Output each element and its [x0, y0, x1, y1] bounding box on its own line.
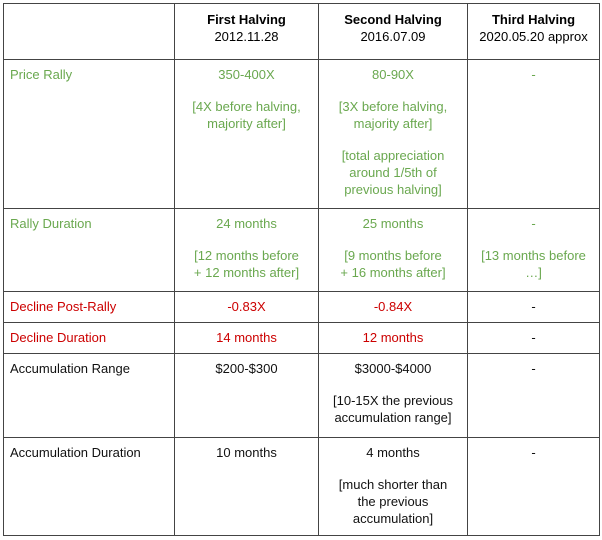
cell-value: 10 months [216, 445, 277, 460]
header-first-halving [175, 4, 319, 60]
cell-value: 12 months [362, 330, 424, 345]
cell-third-halving [468, 209, 600, 292]
cell-note: [much shorter than the previous accumulation] [338, 477, 448, 526]
cell-note: [total appreciation around 1/5th of previous halving] [341, 148, 445, 197]
cell-value: - [531, 67, 536, 82]
row-accumulation-duration [4, 438, 600, 536]
cell-value: -0.83X [227, 299, 266, 314]
cell-value: $200-$300 [215, 361, 278, 376]
cell-note: [12 months before + 12 months after] [193, 248, 300, 280]
row-label: Decline Duration [4, 323, 175, 354]
header-empty-cell [4, 4, 175, 60]
cell-value: 25 months [362, 216, 424, 231]
cell-first-halving [175, 292, 319, 323]
cell-note: [4X before halving, majority after] [192, 99, 301, 131]
header-title: First Halving [207, 12, 286, 27]
cell-first-halving [175, 354, 319, 438]
row-decline-post-rally [4, 292, 600, 323]
cell-value: -0.84X [373, 299, 413, 314]
header-date: 2016.07.09 [360, 29, 426, 44]
row-label: Accumulation Duration [4, 438, 175, 536]
header-date: 2012.11.28 [214, 29, 279, 44]
cell-value: - [531, 361, 536, 376]
header-date: 2020.05.20 approx [479, 29, 588, 44]
row-accumulation-range [4, 354, 600, 438]
cell-value: $3000-$4000 [354, 361, 432, 376]
row-rally-duration [4, 209, 600, 292]
cell-third-halving [468, 438, 600, 536]
cell-third-halving [468, 60, 600, 209]
cell-value: 350-400X [218, 67, 275, 82]
row-decline-duration [4, 323, 600, 354]
header-title: Third Halving [491, 12, 576, 27]
cell-first-halving [175, 323, 319, 354]
cell-second-halving [319, 354, 468, 438]
cell-first-halving [175, 209, 319, 292]
cell-third-halving [468, 323, 600, 354]
cell-second-halving [319, 60, 468, 209]
cell-first-halving [175, 438, 319, 536]
cell-note: [13 months before …] [481, 248, 586, 280]
header-third-halving [468, 4, 600, 60]
cell-first-halving [175, 60, 319, 209]
cell-value: - [531, 445, 536, 460]
cell-second-halving [319, 292, 468, 323]
cell-second-halving [319, 438, 468, 536]
cell-value: - [531, 216, 536, 231]
row-label: Price Rally [4, 60, 175, 209]
cell-note: [10-15X the previous accumulation range] [333, 393, 453, 425]
cell-third-halving [468, 354, 600, 438]
cell-value: 80-90X [372, 67, 414, 82]
cell-value: 14 months [216, 330, 277, 345]
header-title: Second Halving [344, 12, 442, 27]
row-label: Accumulation Range [4, 354, 175, 438]
cell-second-halving [319, 323, 468, 354]
halving-comparison-table [3, 3, 600, 536]
cell-value: 24 months [216, 216, 277, 231]
cell-note: [9 months before + 16 months after] [340, 248, 446, 280]
row-price-rally [4, 60, 600, 209]
cell-second-halving [319, 209, 468, 292]
header-row [4, 4, 600, 60]
cell-value: - [531, 330, 536, 345]
row-label: Rally Duration [4, 209, 175, 292]
row-label: Decline Post-Rally [4, 292, 175, 323]
cell-note: [3X before halving, majority after] [338, 99, 448, 131]
cell-value: - [531, 299, 536, 314]
cell-value: 4 months [366, 445, 420, 460]
cell-third-halving [468, 292, 600, 323]
header-second-halving [319, 4, 468, 60]
